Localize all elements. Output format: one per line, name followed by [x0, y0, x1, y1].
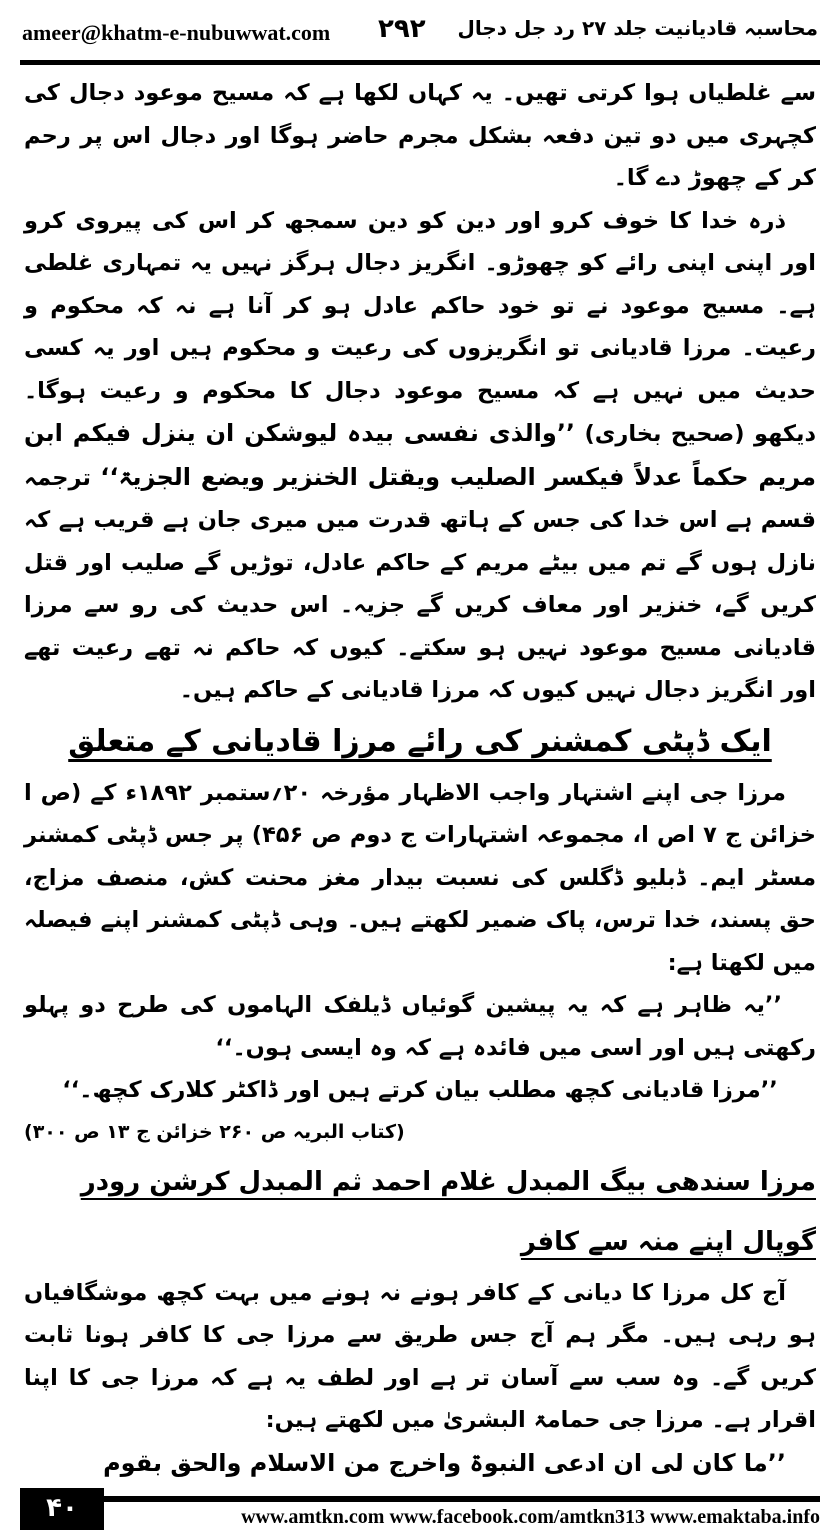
- quote-1: ’’یہ ظاہر ہے کہ یہ پیشین گوئیاں ڈیلفک الہاموں کی طرح دو پہلو رکھتی ہیں اور اسی میں فائدہ ہے کہ وہ ایسی ہوں۔‘‘: [24, 992, 816, 1061]
- header-page-number: ۲۹۲: [378, 14, 426, 44]
- header-book-title: محاسبہ قادیانیت جلد ۲۷ رد جل دجال: [457, 16, 818, 40]
- section-heading-2: مرزا سندھی بیگ المبدل غلام احمد ثم المبدل کرشن رودر گوپال اپنے منہ سے کافر: [80, 1166, 816, 1257]
- header-email: ameer@khatm-e-nubuwwat.com: [22, 20, 331, 45]
- page-header: [22, 14, 818, 50]
- paragraph-5-arabic: ’’ما کان لی ان ادعی النبوۃ واخرج من الاسلام والحق بقوم: [103, 1448, 786, 1477]
- quote-2: ’’مرزا قادیانی کچھ مطلب بیان کرتے ہیں اور ڈاکٹر کلارک کچھ۔‘‘: [62, 1077, 778, 1103]
- hadith-arabic: ’’والذی نفسی بیدہ لیوشکن ان ینزل فیکم ابن مریم حکماً عدلاً فیکسر الصلیب ویقتل الخنزیر ویضع الجزیۃ‘‘: [24, 419, 816, 491]
- paragraph-4: آج کل مرزا کا دیانی کے کافر ہونے نہ ہونے میں بہت کچھ موشگافیاں ہو رہی ہیں۔ مگر ہم آج جس طریق سے مرزا جی کا کافر ہونا ثابت کریں گے۔ وہ سب سے آسان تر ہے اور لطف یہ ہے کہ مرزا جی کا اپنا اقرار ہے۔ مرزا جی حمامۃ البشریٰ میں لکھتے ہیں:: [24, 1279, 816, 1433]
- page-body: [24, 72, 816, 1484]
- page-footer: [20, 1493, 820, 1530]
- section-heading-1: ایک ڈپٹی کمشنر کی رائے مرزا قادیانی کے متعلق: [68, 723, 772, 759]
- paragraph-3: مرزا جی اپنے اشتہار واجب الاظہار مؤرخہ ۲۰؍ستمبر ۱۸۹۲ء کے (ص ا خزائن ج ۷ اص ا، مجموعہ اشتہارات ج دوم ص ۴۵۶) پر جس ڈپٹی کمشنر مسٹر ایم۔ ڈبلیو ڈگلس کی نسبت بیدار مغز محنت کش، منصف مزاج، حق پسند، خدا ترس، پاک ضمیر لکھتے ہیں۔ وہی ڈپٹی کمشنر اپنے فیصلہ میں لکھتا ہے:: [24, 779, 816, 976]
- paragraph-2-tail: ترجمہ قسم ہے اس خدا کی جس کے ہاتھ قدرت میں میری جان ہے قریب ہے کہ نازل ہوں گے تم میں بیٹے مریم کے حاکم عادل، توڑیں گے صلیب اور قتل کریں گے، خنزیر اور معاف کریں گے جزیہ۔ اس حدیث کی رو سے مرزا قادیانی مسیح موعود نہیں ہو سکتے۔ کیوں کہ حاکم نہ تھے رعیت تھے اور انگریز دجال نہیں کیوں کہ مرزا قادیانی کے حاکم ہیں۔: [24, 464, 816, 703]
- paragraph-2-text: ذرہ خدا کا خوف کرو اور دین کو دین سمجھ کر اس کی پیروی کرو اور اپنی اپنی رائے کو چھوڑو۔ انگریز دجال ہرگز نہیں یہ تمہاری غلطی ہے۔ مسیح موعود نے تو خود حاکم عادل ہو کر آنا ہے نہ کہ محکوم و رعیت۔ مرزا قادیانی تو انگریزوں کی رعیت و محکوم ہیں اور یہ کسی حدیث میں نہیں ہے کہ مسیح موعود دجال کا محکوم و رعیت ہوگا۔ دیکھو (صحیح بخاری): [24, 207, 817, 447]
- reference-1: (کتاب البریہ ص ۲۶۰ خزائن ج ۱۳ ص ۳۰۰): [24, 1120, 405, 1143]
- footer-links: www.amtkn.com www.facebook.com/amtkn313 www.emaktaba.info: [241, 1506, 820, 1528]
- paragraph-2: [24, 200, 816, 712]
- header-rule: [20, 60, 820, 65]
- footer-page-number: ۴۰: [20, 1488, 104, 1530]
- footer-rule: [20, 1496, 820, 1502]
- paragraph-1: سے غلطیاں ہوا کرتی تھیں۔ یہ کہاں لکھا ہے کہ مسیح موعود دجال کی کچہری میں دو تین دفعہ بشکل مجرم حاضر ہوگا اور دجال اس پر رحم کر کے چھوڑ دے گا۔: [24, 80, 816, 191]
